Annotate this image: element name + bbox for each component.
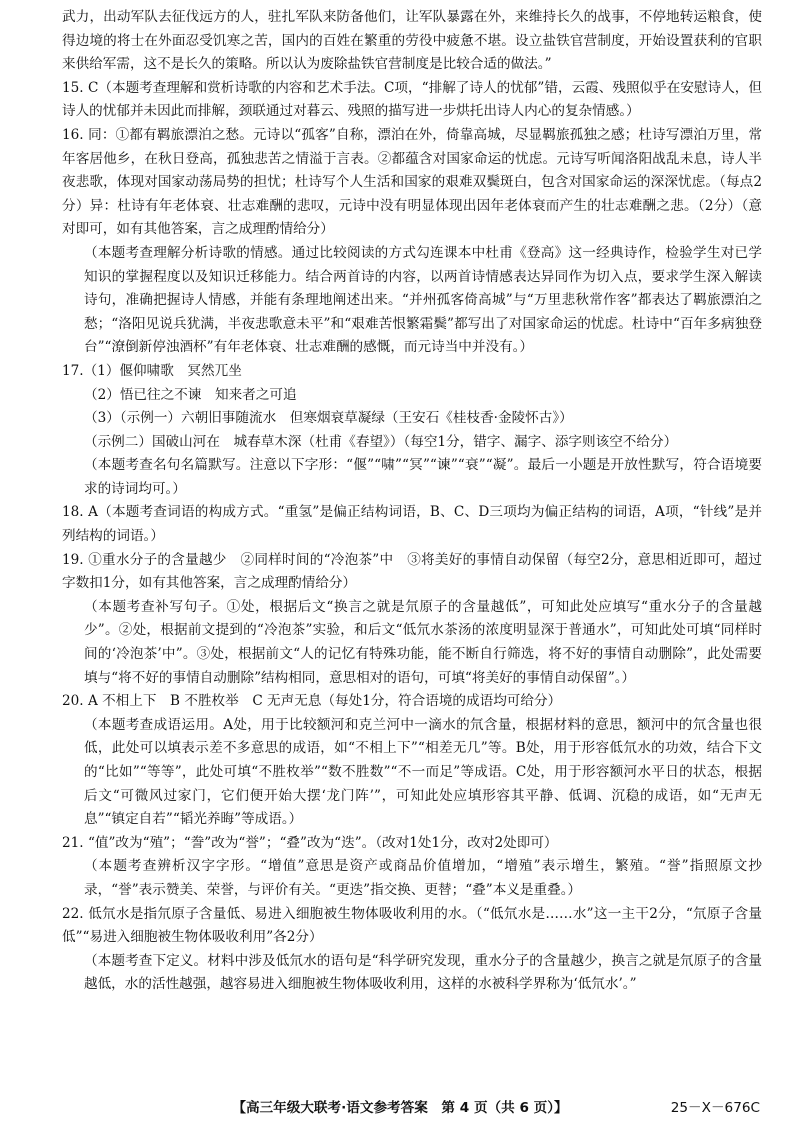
answer-19-explanation: （本题考查补写句子。①处，根据后文“换言之就是氘原子的含量越低”，可知此处应填写“重水分子的含量越少”。②处，根据前文提到的“冷泡茶”实验，和后文“低氘水茶汤的浓度明显深于普通水”，可知此处可填“同样时间的‘冷泡茶’中”。③处，根据前文“人的记忆有特殊功能，能不断自行筛选，将不好的事情自动删除”，此处需要填与“将不好的事情自动删除”结构相同，意思相对的语句，可填“将美好的事情自动保留”。） — [84, 598, 762, 686]
answer-22: 22. 低氘水是指氘原子含量低、易进入细胞被生物体吸收利用的水。（“低氘水是……水”这一主干2分，“氘原子含量低”“易进入细胞被生物体吸收利用”各2分） — [62, 905, 762, 946]
answer-16: 16. 同：①都有羁旅漂泊之愁。元诗以“孤客”自称，漂泊在外，倚靠高城，尽显羁旅孤独之感；杜诗写漂泊万里，常年客居他乡，在秋日登高，孤独悲苦之情溢于言表。②都蕴含对国家命运的忧虑。元诗写听闻洛阳战乱未息，诗人半夜悲歌，体现对国家动荡局势的担忧；杜诗写个人生活和国家的艰难双鬓斑白，包含对国家命运的深深忧虑。（每点2分）异：杜诗有年老体衰、壮志难酬的悲叹，元诗中没有明显体现出因年老体衰而产生的壮志难酬之悲。（2分）（意对即可，如有其他答案，言之成理酌情给分） — [62, 126, 762, 238]
answer-17-1: 17.（1）偃仰啸歌 冥然兀坐 — [62, 362, 242, 379]
answer-21: 21. “值”改为“殖”；“誊”改为“誉”；“叠”改为“迭”。（改对1处1分，改对2处即可） — [62, 834, 558, 851]
intro-paragraph: 武力，出动军队去征伐远方的人，驻扎军队来防备他们，让军队暴露在外，来维持长久的战事，不停地转运粮食，使得边境的将士在外面忍受饥寒之苦，国内的百姓在繁重的劳役中疲惫不堪。设立盐铁官营制度，开始设置获利的官职来供给军需，这不是长久的策略。所以认为废除盐铁官营制度是比较合适的做法。” — [62, 9, 762, 73]
answer-22-explanation: （本题考查下定义。材料中涉及低氘水的语句是“科学研究发现，重水分子的含量越少，换言之就是氘原子的含量越低，水的活性越强，越容易进入细胞被生物体吸收利用，这样的水被科学界称为‘低氘水’。” — [84, 952, 762, 993]
answer-page — [62, 6, 762, 997]
answer-20: 20. A 不相上下 B 不胜枚举 C 无声无息（每处1分，符合语境的成语均可给分） — [62, 693, 562, 710]
answer-18: 18. A（本题考查词语的构成方式。“重氢”是偏正结构词语，B、C、D三项均为偏正结构的词语，A项，“针线”是并列结构的词语。） — [62, 504, 762, 545]
answer-16-explanation: （本题考查理解分析诗歌的情感。通过比较阅读的方式勾连课本中杜甫《登高》这一经典诗作，检验学生对已学知识的掌握程度以及知识迁移能力。结合两首诗的内容，以两首诗情感表达异同作为切入点，要求学生深入解读诗句，准确把握诗人情感，并能有条理地阐述出来。“并州孤客倚高城”与“万里悲秋常作客”都表达了羁旅漂泊之愁；“洛阳见说兵犹满，半夜悲歌意未平”和“艰难苦恨繁霜鬓”都写出了对国家命运的忧虑。杜诗中“百年多病独登台”“潦倒新停浊酒杯”有年老体衰、壮志难酬的感慨，而元诗当中并没有。） — [84, 244, 762, 356]
footer-code: 25－X－676C — [670, 1100, 760, 1116]
answer-17-explanation: （本题考查名句名篇默写。注意以下字形：“偃”“啸”“冥”“谏”“衰”“凝”。最后一小题是开放性默写，符合语境要求的诗词均可。） — [84, 457, 762, 497]
answer-20-explanation: （本题考查成语运用。A处，用于比较额河和克兰河中一滴水的氘含量，根据材料的意思，额河中的氘含量也很低，此处可以填表示差不多意思的成语，如“不相上下”“相差无几”等。B处，用于形容低氘水的功效，结合下文的“比如”“等等”，此处可填“不胜枚举”“数不胜数”“不一而足”等成语。C处，用于形容额河水平日的状态，根据后文“可微风过家门，它们便开始大摆‘龙门阵’”，可知此处应填形容其平静、低调、沉稳的成语，如“无声无息”“镇定自若”“韬光养晦”等成语。） — [84, 716, 762, 828]
answer-19: 19. ①重水分子的含量越少 ②同样时间的“冷泡茶”中 ③将美好的事情自动保留（每空2分，意思相近即可，超过字数扣1分，如有其他答案，言之成理酌情给分） — [62, 551, 762, 592]
answer-17-3: （3）（示例一）六朝旧事随流水 但寒烟衰草凝绿（王安石《桂枝香·金陵怀古》） — [84, 410, 573, 427]
answer-15: 15. C（本题考查理解和赏析诗歌的内容和艺术手法。C项，“排解了诗人的忧郁”错，云霞、残照似乎在安慰诗人，但诗人的忧郁并未因此而排解，颈联通过对暮云、残照的描写进一步烘托出诗人内心的复杂情感。） — [62, 79, 762, 120]
answer-17-2: （2）悟已往之不谏 知来者之可追 — [84, 386, 297, 403]
answer-21-explanation: （本题考查辨析汉字字形。“增值”意思是资产或商品价值增加，“增殖”表示增生，繁殖。“誉”指照原文抄录，“誉”表示赞美、荣誉，与评价有关。“更迭”指交换、更替；“叠”本义是重叠。） — [84, 858, 762, 898]
footer-title: 【高三年级大联考·语文参考答案 第 4 页（共 6 页）】 — [232, 1100, 568, 1116]
answer-17-3-alt: （示例二）国破山河在 城春草木深（杜甫《春望》）（每空1分，错字、漏字、添字则该空不给分） — [84, 433, 678, 450]
